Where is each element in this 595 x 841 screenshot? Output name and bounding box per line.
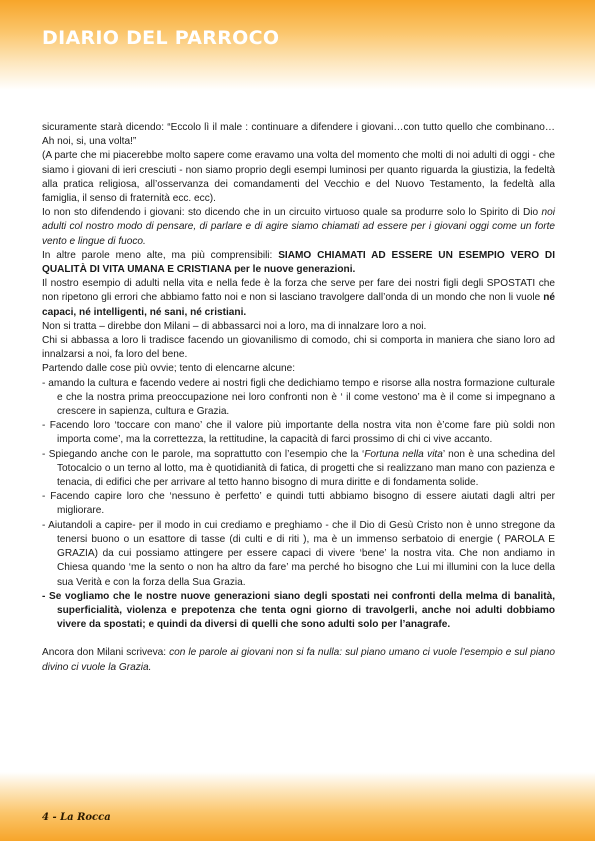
paragraph: [42, 249, 555, 277]
italic-text: noi adulti col nostro modo di pensare, di parlare e di agire siamo chiamati ad essere per i giovani oggi come un forte vento e lingue di fuoco.: [42, 207, 555, 247]
footer-band: [0, 772, 595, 841]
paragraph: Non si tratta – direbbe don Milani – di abbassarci noi a loro, ma di innalzare loro a noi.: [42, 320, 427, 332]
list-item: [42, 448, 555, 491]
text-run: In altre parole meno alte, ma più comprensibili:: [42, 249, 279, 261]
text-run: Il nostro esempio di adulti nella vita e nella fede è la forza che serve per fare dei nostri figli degli SPOSTATI che non ripetono gli errori che abbiamo fatto noi e non si lasciano travolgere dall’onda di un mondo che non li vuole: [42, 278, 555, 304]
text-run: Ancora don Milani scriveva:: [42, 647, 170, 659]
paragraph: [42, 277, 555, 320]
text-run: ’ non è una schedina del Totocalcio o un terno al lotto, ma è quotidianità di fatica, di progetti che si realizzano man mano con pazienza e tenacia, di edifici che per arrivare al tetto hanno bisogno di mura diritte e di fondamenta solide.: [57, 448, 556, 489]
text-run: Io non sto difendendo i giovani: sto dicendo che in un circuito virtuoso quale sa produrre solo lo Spirito di Dio: [42, 207, 542, 219]
list-item: - amando la cultura e facendo vedere ai nostri figli che dedichiamo tempo e risorse alla nostra formazione culturale e che la nostra prima preoccupazione nei loro confronti non è ‘ il come vestono’ ma è il come si impegnano a crescere in sapienza, cultura e Grazia.: [42, 377, 555, 418]
page-number: 4 - La Rocca: [42, 812, 111, 823]
spacer: [42, 632, 555, 646]
bold-text: né capaci, né intelligenti, né sani, né cristiani.: [42, 292, 555, 318]
list-item: - Se vogliamo che le nostre nuove generazioni siano degli spostati nei confronti della melma di banalità, superficialità, violenza e prepotenza che tenta ogni giorno di travolgerli, anche noi adulti dobbiamo vivere da spostati; e quindi da diversi di quelli che sono adulti solo per l’anagrafe.: [42, 590, 555, 631]
list-item: - Facendo capire loro che ‘nessuno è perfetto’ e quindi tutti abbiamo bisogno di essere aiutati dagli altri per migliorare.: [42, 491, 555, 517]
text-run: - Spiegando anche con le parole, ma soprattutto con l’esempio che la ‘: [42, 448, 365, 460]
article-body: [42, 121, 555, 675]
section-title: DIARIO DEL PARROCO: [42, 27, 280, 49]
paragraph: (A parte che mi piacerebbe molto sapere come eravamo una volta del momento che molti di noi adulti di oggi - che siamo i giovani di ieri cresciuti - non siamo proprio degli esempi luminosi per quanto riguarda la giustizia, la fedeltà alla pratica religiosa, all’osservanza dei comandamenti del Vecchio e del Nuovo Testamento, la fedeltà alla famiglia, il senso di fraternità ecc. ecc).: [42, 150, 555, 205]
italic-text: con le parole ai giovani non si fa nulla: sul piano umano ci vuole l’esempio e sul piano divino ci vuole la Grazia.: [42, 647, 556, 673]
header-band: [0, 0, 595, 90]
italic-text: Fortuna nella vita: [364, 448, 443, 460]
bullet-list: [42, 377, 555, 633]
paragraph: Partendo dalle cose più ovvie; tento di elencarne alcune:: [42, 363, 296, 375]
bold-text: SIAMO CHIAMATI AD ESSERE UN ESEMPIO VERO DI QUALITÀ DI VITA UMANA E CRISTIANA per le nuove generazioni.: [42, 249, 556, 276]
paragraph: Chi si abbassa a loro li tradisce facendo un giovanilismo di comodo, chi si comporta in maniera che siano loro ad innalzarsi a noi, fa loro del bene.: [42, 335, 555, 361]
paragraph: [42, 646, 555, 674]
list-item: - Facendo loro ‘toccare con mano’ che il valore più importante della nostra vita non è’come fare più soldi non importa come’, ma la correttezza, la rettitudine, la capacità di farci prossimo di chi ci vive accanto.: [42, 420, 555, 446]
list-item: - Aiutandoli a capire- per il modo in cui crediamo e preghiamo - che il Dio di Gesù Cristo non è unno stregone da tenersi buono o un esattore di tasse (di culti e di riti ), ma è un immenso serbatoio di energie ( PAROLA E GRAZIA) da cui possiamo attingere per essere capaci di vivere ‘bene’ la nostra vita. Che non andiamo in Chiesa quando ‘me la sento o non ha altro da fare’ ma perché ho bisogno che Lui mi illumini con la luce della sua Verità e con la forza della Sua Grazia.: [42, 519, 555, 588]
paragraph: sicuramente starà dicendo: “Eccolo lì il male : continuare a difendere i giovani…con tutto quello che combinano… Ah noi, si, una volta!”: [42, 122, 555, 148]
paragraph: [42, 206, 555, 249]
